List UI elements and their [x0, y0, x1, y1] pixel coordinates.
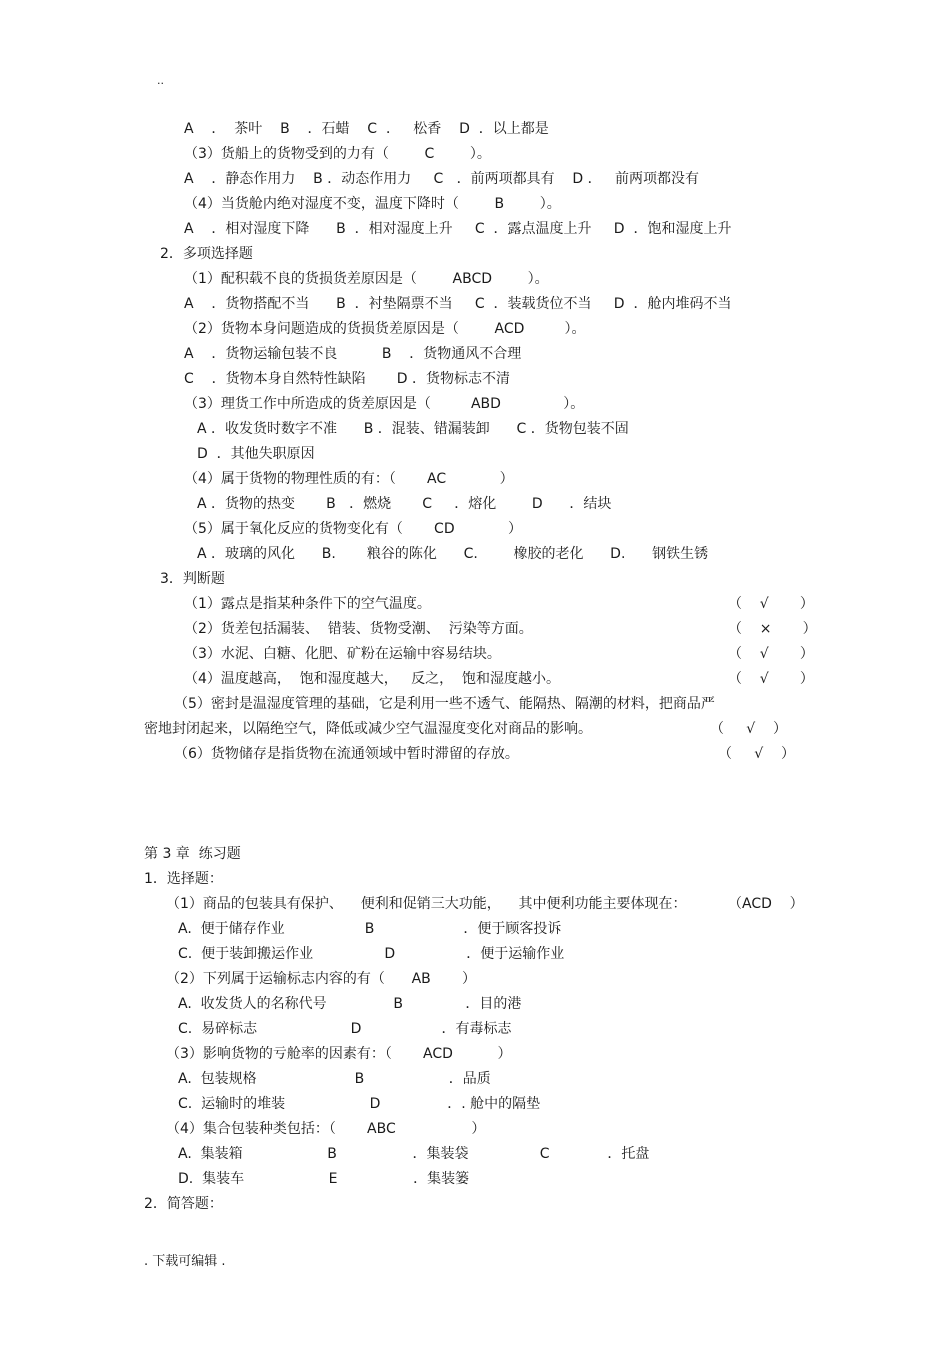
question-3-options: A ．静态作用力 B ．动态作用力 C ．前两项都具有 D ． 前两项都没有	[184, 171, 699, 187]
judge-question-5-line-1: （5）密封是温湿度管理的基础，它是利用一些不透气、能隔热、隔潮的材料，把商品严	[174, 696, 715, 712]
chapter-3-question-3-options-cd: C. 运输时的堆装 D ．. 舱中的隔垫	[178, 1096, 541, 1112]
chapter-3-title: 第 3 章 练习题	[144, 846, 241, 862]
chapter-3-choice-title: 1．选择题：	[144, 871, 223, 887]
judge-question-1: （1）露点是指某种条件下的空气温度。	[184, 596, 431, 612]
multi-question-2-options-1: A ．货物运输包装不良 B ．货物通风不合理	[184, 346, 522, 362]
multi-question-2-options-2: C ．货物本身自然特性缺陷 D ．货物标志不清	[184, 371, 510, 387]
chapter-3-answer-1: （ACD ）	[728, 896, 804, 912]
chapter-3-question-3-options-ab: A. 包装规格 B ．品质	[178, 1071, 491, 1087]
chapter-3-question-1-options-ab: A. 便于储存作业 B ．便于顾客投诉	[178, 921, 562, 937]
multi-question-4: （4）属于货物的物理性质的有：（ AC ）	[184, 471, 514, 487]
judge-answer-3: （ √ ）	[728, 646, 814, 662]
chapter-3-question-3: （3）影响货物的亏舱率的因素有：（ ACD ）	[166, 1046, 512, 1062]
judge-answer-2: （ × ）	[728, 621, 817, 637]
chapter-3-question-4: （4）集合包装种类包括：（ ABC ）	[166, 1121, 486, 1137]
multi-question-3-options-2: D ．其他失职原因	[197, 446, 315, 462]
judge-question-3: （3）水泥、白糖、化肥、矿粉在运输中容易结块。	[184, 646, 501, 662]
multi-choice-title: 2．多项选择题	[160, 246, 253, 262]
judge-answer-1: （ √ ）	[728, 596, 814, 612]
judge-question-5-line-2: 密地封闭起来，以隔绝空气，降低或减少空气温湿度变化对商品的影响。	[144, 721, 592, 737]
chapter-3-question-4-options-abc: A. 集装箱 B ．集装袋 C ．托盘	[178, 1146, 650, 1162]
chapter-3-question-2-options-cd: C. 易碎标志 D ．有毒标志	[178, 1021, 512, 1037]
question-4-options: A ．相对湿度下降 B ．相对湿度上升 C ．露点温度上升 D ．饱和湿度上升	[184, 221, 732, 237]
judge-title: 3．判断题	[160, 571, 225, 587]
chapter-3-question-2-options-ab: A. 收发货人的名称代号 B ．目的港	[178, 996, 522, 1012]
question-3: （3）货船上的货物受到的力有（ C ）。	[184, 146, 491, 162]
multi-question-3: （3）理货工作中所造成的货差原因是（ ABD ）。	[184, 396, 585, 412]
multi-question-2: （2）货物本身问题造成的货损货差原因是（ ACD ）。	[184, 321, 586, 337]
judge-answer-5: （ √ ）	[710, 721, 787, 737]
multi-question-5: （5）属于氧化反应的货物变化有（ CD ）	[184, 521, 523, 537]
judge-question-4: （4）温度越高， 饱和湿度越大， 反之， 饱和湿度越小。	[184, 671, 561, 687]
chapter-3-question-2: （2）下列属于运输标志内容的有（ AB ）	[166, 971, 476, 987]
footer-text: . 下载可编辑 .	[144, 1254, 226, 1269]
chapter-3-question-1: （1）商品的包装具有保护、 便利和促销三大功能， 其中便利功能主要体现在：	[166, 896, 687, 912]
multi-question-1: （1）配积载不良的货损货差原因是（ ABCD ）。	[184, 271, 549, 287]
multi-question-3-options-1: A ．收发货时数字不准 B ．混装、错漏装卸 C ．货物包装不固	[197, 421, 629, 437]
chapter-3-question-4-options-de: D. 集装车 E ．集装篓	[178, 1171, 470, 1187]
chapter-3-short-answer-title: 2．简答题：	[144, 1196, 223, 1212]
multi-question-1-options: A ．货物搭配不当 B ．衬垫隔票不当 C ．装载货位不当 D ．舱内堆码不当	[184, 296, 732, 312]
multi-question-4-options: A ．货物的热变 B ．燃烧 C ．熔化 D ．结块	[197, 496, 612, 512]
q1-options: A ． 茶叶 B ．石蜡 C ． 松香 D ．以上都是	[184, 121, 549, 137]
chapter-3-question-1-options-cd: C. 便于装卸搬运作业 D ．便于运输作业	[178, 946, 565, 962]
judge-answer-6: （ √ ）	[718, 746, 795, 762]
judge-answer-4: （ √ ）	[728, 671, 814, 687]
multi-question-5-options: A ．玻璃的风化 B. 粮谷的陈化 C. 橡胶的老化 D. 钢铁生锈	[197, 546, 709, 562]
judge-question-6: （6）货物储存是指货物在流通领域中暂时滞留的存放。	[174, 746, 519, 762]
header-mark: ..	[157, 74, 164, 87]
judge-question-2: （2）货差包括漏装、 错装、货物受潮、 污染等方面。	[184, 621, 533, 637]
question-4: （4）当货舱内绝对湿度不变，温度下降时（ B ）。	[184, 196, 561, 212]
